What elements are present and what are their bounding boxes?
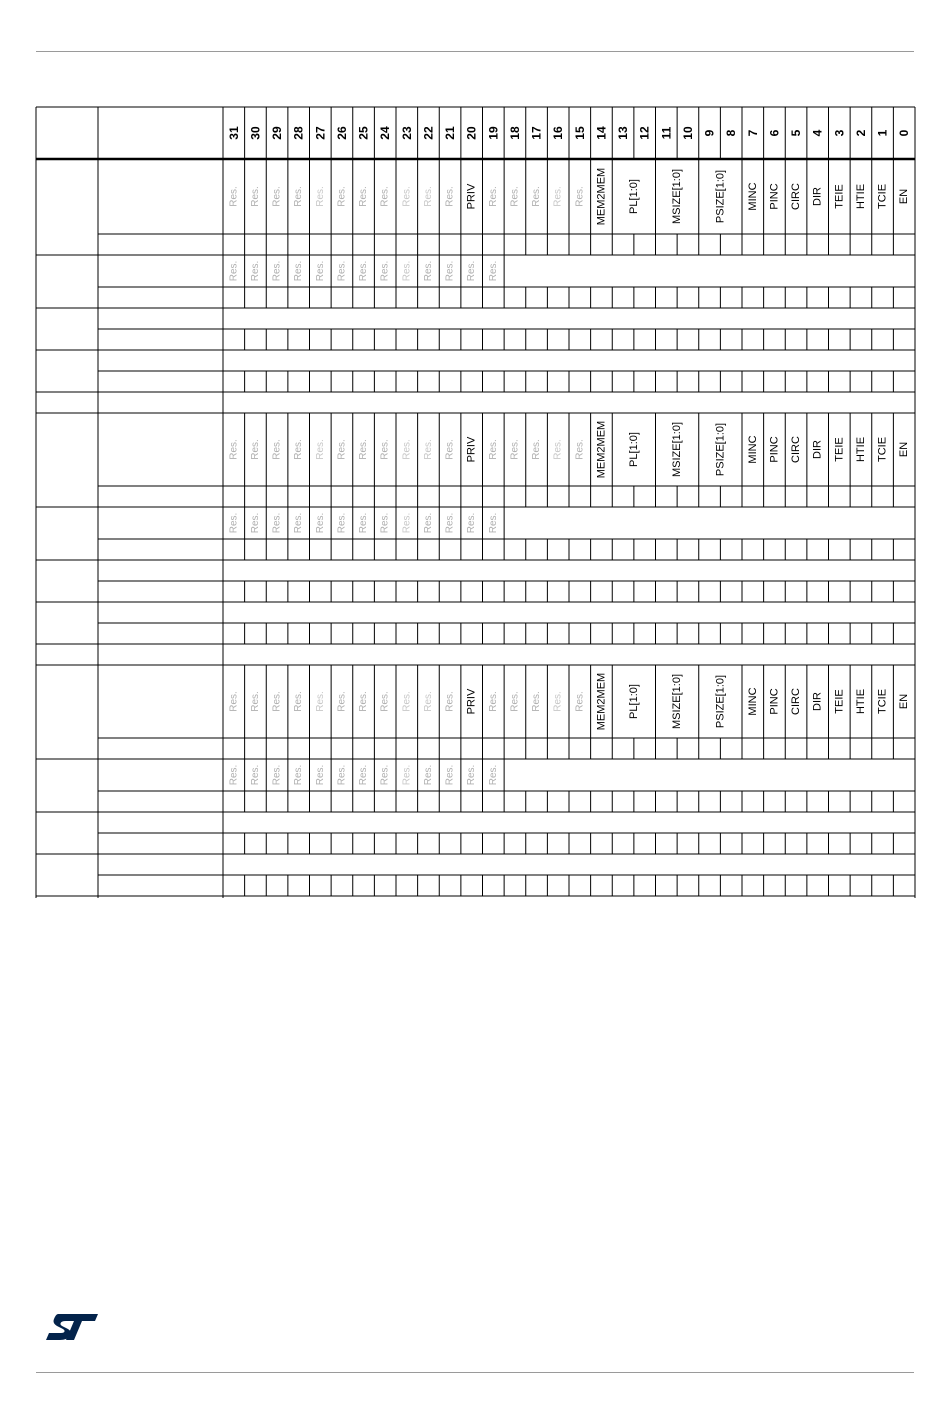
reserved-field: Res. xyxy=(379,691,391,712)
reserved-field: Res. xyxy=(444,439,456,460)
reserved-field: Res. xyxy=(228,512,240,534)
register-field: MSIZE[1:0] xyxy=(671,673,684,730)
register-field: PINC xyxy=(768,688,781,715)
reserved-field: Res. xyxy=(487,512,499,534)
bit-number-label: 11 xyxy=(659,126,674,140)
reserved-field: Res. xyxy=(358,764,370,786)
reserved-field: Res. xyxy=(314,691,326,712)
register-field: HTIE xyxy=(854,436,867,463)
reserved-field: Res. xyxy=(401,186,413,207)
bit-number-label: 30 xyxy=(248,126,263,140)
bit-number-label: 27 xyxy=(313,126,328,140)
reserved-field: Res. xyxy=(444,691,456,712)
reserved-field: Res. xyxy=(422,186,434,207)
register-field: MINC xyxy=(746,435,759,464)
reserved-field: Res. xyxy=(249,764,261,786)
reserved-field: Res. xyxy=(401,439,413,460)
reserved-field: Res. xyxy=(336,764,348,786)
bit-number-label: 16 xyxy=(551,126,566,140)
reserved-field: Res. xyxy=(271,186,283,207)
bit-number-label: 29 xyxy=(270,126,285,140)
reserved-field: Res. xyxy=(358,260,370,282)
register-field: TEIE xyxy=(833,437,846,462)
reserved-field: Res. xyxy=(293,260,305,282)
bit-number-label: 15 xyxy=(572,126,587,140)
register-field: MINC xyxy=(746,687,759,716)
reserved-field: Res. xyxy=(336,691,348,712)
reserved-field: Res. xyxy=(314,260,326,282)
reserved-field: Res. xyxy=(228,439,240,460)
reserved-field: Res. xyxy=(271,512,283,534)
bit-number-label: 3 xyxy=(832,129,847,137)
reserved-field: Res. xyxy=(466,512,478,534)
reserved-field: Res. xyxy=(249,186,261,207)
reserved-field: Res. xyxy=(509,691,521,712)
reserved-field: Res. xyxy=(379,512,391,534)
reserved-field: Res. xyxy=(293,691,305,712)
bit-number-label: 4 xyxy=(810,129,825,137)
reserved-field: Res. xyxy=(314,186,326,207)
reserved-field: Res. xyxy=(422,764,434,786)
reserved-field: Res. xyxy=(271,691,283,712)
reserved-field: Res. xyxy=(466,260,478,282)
reserved-field: Res. xyxy=(228,764,240,786)
reserved-field: Res. xyxy=(574,186,586,207)
reserved-field: Res. xyxy=(271,764,283,786)
reserved-field: Res. xyxy=(552,691,564,712)
reserved-field: Res. xyxy=(509,439,521,460)
reserved-field: Res. xyxy=(336,439,348,460)
reserved-field: Res. xyxy=(271,439,283,460)
reserved-field: Res. xyxy=(379,260,391,282)
register-field: PL[1:0] xyxy=(627,432,640,467)
register-field: PSIZE[1:0] xyxy=(714,169,727,224)
register-field: PRIV xyxy=(465,436,478,463)
register-field: DIR xyxy=(811,187,824,206)
reserved-field: Res. xyxy=(358,691,370,712)
reserved-field: Res. xyxy=(401,764,413,786)
reserved-field: Res. xyxy=(336,186,348,207)
reserved-field: Res. xyxy=(444,260,456,282)
register-field: PINC xyxy=(768,436,781,463)
register-field: MSIZE[1:0] xyxy=(671,168,684,225)
bit-number-label: 14 xyxy=(594,126,609,140)
reserved-field: Res. xyxy=(379,186,391,207)
register-field: TCIE xyxy=(876,183,889,210)
bit-number-label: 19 xyxy=(486,126,501,140)
bit-number-label: 10 xyxy=(680,126,695,140)
register-field: PRIV xyxy=(465,183,478,210)
bit-number-label: 13 xyxy=(616,126,631,140)
reserved-field: Res. xyxy=(314,512,326,534)
reserved-field: Res. xyxy=(293,512,305,534)
reserved-field: Res. xyxy=(228,691,240,712)
reserved-field: Res. xyxy=(379,439,391,460)
reserved-field: Res. xyxy=(444,764,456,786)
bit-number-label: 5 xyxy=(789,129,804,137)
register-field: MEM2MEM xyxy=(595,672,608,731)
reserved-field: Res. xyxy=(249,260,261,282)
register-field: MEM2MEM xyxy=(595,167,608,226)
bit-number-label: 9 xyxy=(702,129,717,137)
reserved-field: Res. xyxy=(487,691,499,712)
bit-number-label: 2 xyxy=(853,129,868,137)
bit-number-label: 1 xyxy=(875,129,890,137)
reserved-field: Res. xyxy=(358,439,370,460)
reserved-field: Res. xyxy=(228,260,240,282)
reserved-field: Res. xyxy=(293,764,305,786)
register-field: MSIZE[1:0] xyxy=(671,421,684,478)
bit-number-label: 31 xyxy=(226,126,241,140)
reserved-field: Res. xyxy=(358,186,370,207)
bit-number-label: 26 xyxy=(334,126,349,140)
reserved-field: Res. xyxy=(401,260,413,282)
reserved-field: Res. xyxy=(487,260,499,282)
reserved-field: Res. xyxy=(401,691,413,712)
reserved-field: Res. xyxy=(228,186,240,207)
reserved-field: Res. xyxy=(444,512,456,534)
register-field: PL[1:0] xyxy=(627,684,640,719)
register-field: CIRC xyxy=(790,688,803,715)
register-field: TEIE xyxy=(833,184,846,209)
bit-number-label: 22 xyxy=(421,126,436,140)
bit-number-label: 21 xyxy=(443,126,458,140)
reserved-field: Res. xyxy=(509,186,521,207)
bit-number-label: 12 xyxy=(637,126,652,140)
register-field: PSIZE[1:0] xyxy=(714,674,727,729)
reserved-field: Res. xyxy=(466,764,478,786)
reserved-field: Res. xyxy=(336,512,348,534)
register-field: EN xyxy=(898,693,911,710)
bit-number-label: 25 xyxy=(356,126,371,140)
reserved-field: Res. xyxy=(531,439,543,460)
register-field: PRIV xyxy=(465,688,478,715)
reserved-field: Res. xyxy=(314,439,326,460)
bit-number-label: 20 xyxy=(464,126,479,140)
st-logo-icon xyxy=(44,1312,100,1342)
bit-number-label: 0 xyxy=(897,129,912,137)
reserved-field: Res. xyxy=(552,186,564,207)
register-field: DIR xyxy=(811,692,824,711)
reserved-field: Res. xyxy=(401,512,413,534)
reserved-field: Res. xyxy=(249,512,261,534)
register-field: PSIZE[1:0] xyxy=(714,422,727,477)
register-field: TEIE xyxy=(833,689,846,714)
register-field: TCIE xyxy=(876,436,889,463)
register-field: CIRC xyxy=(790,436,803,463)
reserved-field: Res. xyxy=(422,512,434,534)
bit-number-label: 8 xyxy=(724,129,739,137)
reserved-field: Res. xyxy=(487,186,499,207)
reserved-field: Res. xyxy=(574,439,586,460)
bit-number-label: 24 xyxy=(378,126,393,140)
register-field: HTIE xyxy=(854,183,867,210)
reserved-field: Res. xyxy=(379,764,391,786)
bit-number-label: 17 xyxy=(529,126,544,140)
register-field: EN xyxy=(898,441,911,458)
reserved-field: Res. xyxy=(531,186,543,207)
bit-number-label: 6 xyxy=(767,129,782,137)
register-field: TCIE xyxy=(876,688,889,715)
bit-number-label: 23 xyxy=(399,126,414,140)
reserved-field: Res. xyxy=(358,512,370,534)
reserved-field: Res. xyxy=(487,439,499,460)
reserved-field: Res. xyxy=(293,186,305,207)
register-field: MEM2MEM xyxy=(595,420,608,479)
reserved-field: Res. xyxy=(249,691,261,712)
register-field: CIRC xyxy=(790,183,803,210)
reserved-field: Res. xyxy=(271,260,283,282)
reserved-field: Res. xyxy=(422,260,434,282)
reserved-field: Res. xyxy=(422,439,434,460)
reserved-field: Res. xyxy=(574,691,586,712)
register-field: PINC xyxy=(768,183,781,210)
register-field: DIR xyxy=(811,440,824,459)
reserved-field: Res. xyxy=(444,186,456,207)
register-field: MINC xyxy=(746,182,759,211)
reserved-field: Res. xyxy=(314,764,326,786)
register-field: PL[1:0] xyxy=(627,179,640,214)
footer-rule xyxy=(36,1372,914,1373)
reserved-field: Res. xyxy=(487,764,499,786)
bit-number-label: 18 xyxy=(507,126,522,140)
reserved-field: Res. xyxy=(552,439,564,460)
reserved-field: Res. xyxy=(249,439,261,460)
reserved-field: Res. xyxy=(422,691,434,712)
reserved-field: Res. xyxy=(531,691,543,712)
bit-number-label: 28 xyxy=(291,126,306,140)
reserved-field: Res. xyxy=(336,260,348,282)
bit-number-label: 7 xyxy=(745,129,760,137)
register-field: EN xyxy=(898,188,911,205)
register-field: HTIE xyxy=(854,688,867,715)
reserved-field: Res. xyxy=(293,439,305,460)
